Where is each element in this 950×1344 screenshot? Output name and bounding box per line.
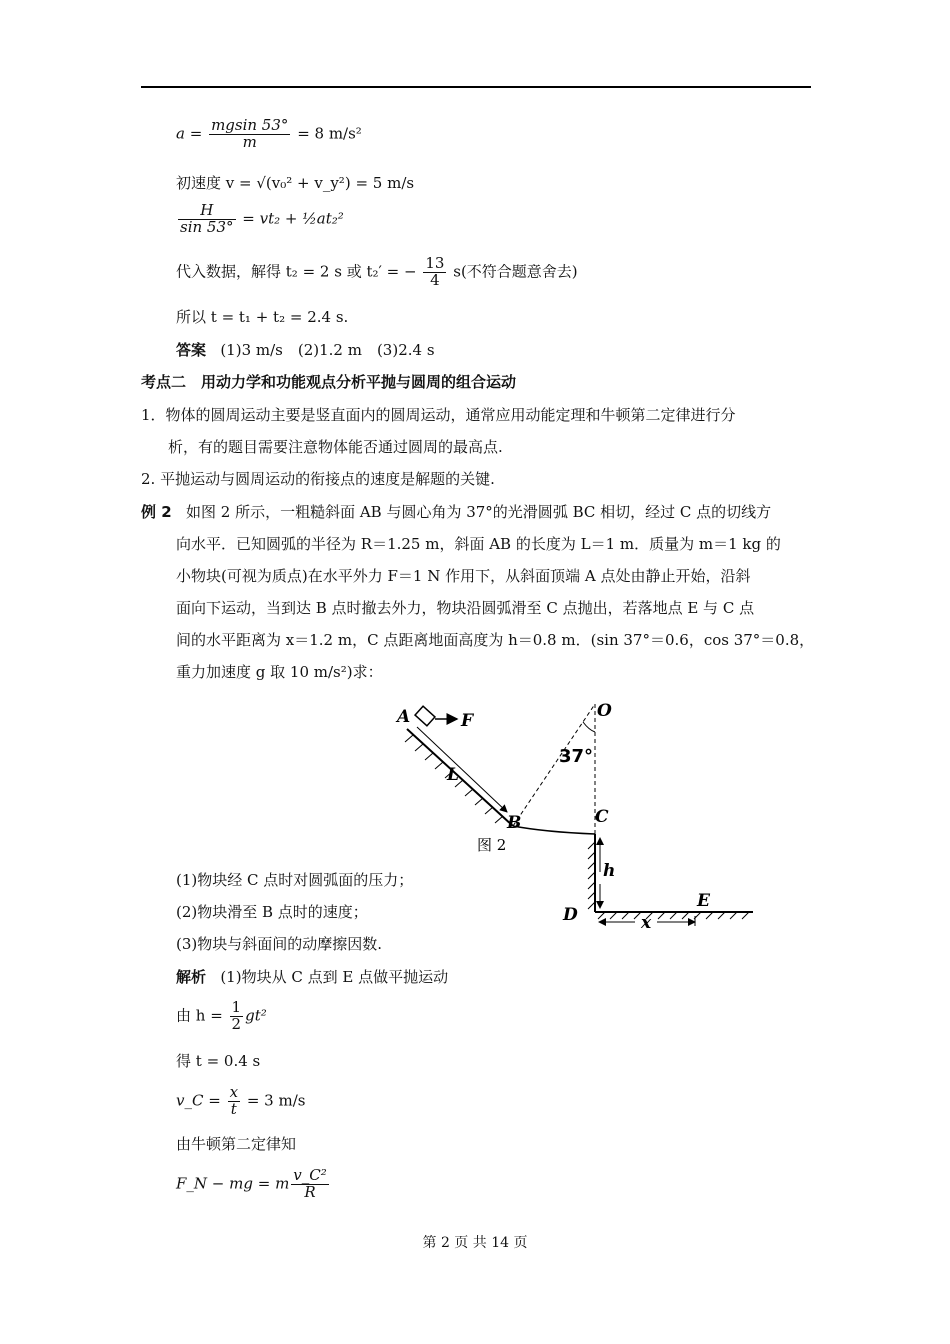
label-o: O <box>597 701 612 721</box>
section-item-2: 2. 平抛运动与圆周运动的衔接点的速度是解题的关键. <box>141 470 495 488</box>
label-a: A <box>397 707 411 727</box>
question-1: (1)物块经 C 点时对圆弧面的压力； <box>176 871 414 889</box>
answer-text: (1)3 m/s (2)1.2 m (3)2.4 s <box>220 341 435 359</box>
formula-solve-t2: 代入数据，解得 t₂ = 2 s 或 t₂′ = − $\frac{13}{4}$ s(不符合题意舍去) <box>176 254 578 289</box>
solution-label: 解析 <box>176 968 207 986</box>
label-b: B <box>507 813 522 833</box>
solution-step-5: F_N − mg = m $\frac{\text{v\_C²}}{R}$ <box>176 1166 327 1201</box>
solution-step-4: 由牛顿第二定律知 <box>176 1135 297 1153</box>
answer-line <box>176 339 435 360</box>
label-c: C <box>595 807 609 827</box>
formula-initial-velocity: 初速度 v = √(v₀² + v_y²) = 5 m/s <box>176 174 415 192</box>
example-line-6: 重力加速度 g 取 10 m/s²)求： <box>176 663 383 681</box>
example-label: 例 2 <box>141 503 172 521</box>
section-title: 考点二 用动力学和功能观点分析平抛与圆周的组合运动 <box>141 373 517 391</box>
example-line-3: 小物块(可视为质点)在水平外力 F＝1 N 作用下，从斜面顶端 A 点处由静止开始，沿斜 <box>176 567 751 585</box>
header-rule <box>141 86 811 88</box>
solution-step-3: v_C = $\frac{x}{t}$ = 3 m/s <box>176 1083 306 1118</box>
label-angle: 37° <box>559 746 594 767</box>
label-l: L <box>447 765 459 785</box>
physics-diagram <box>395 694 765 936</box>
label-h: h <box>603 861 616 881</box>
solution-intro: 解析 (1)物块从 C 点到 E 点做平抛运动 <box>176 968 449 986</box>
solution-step-1: 由 h = $\frac{1}{2}$ gt² <box>176 998 267 1033</box>
formula-displacement: $\frac{H}{\sin 53^\circ}$ = vt₂ + ½at₂² <box>180 201 344 236</box>
label-d: D <box>563 905 578 925</box>
question-3: (3)物块与斜面间的动摩擦因数. <box>176 935 383 953</box>
label-x: x <box>641 913 652 933</box>
angle-arc <box>583 722 595 732</box>
example-line-4: 面向下运动，当到达 B 点时撤去外力，物块沿圆弧滑至 C 点抛出，若落地点 E 与 C 点 <box>176 599 755 617</box>
figure-caption: 图 2 <box>477 836 507 854</box>
page-footer: 第 2 页 共 14 页 <box>422 1235 528 1251</box>
example-line-5: 间的水平距离为 x＝1.2 m，C 点距离地面高度为 h＝0.8 m．(sin 37°＝0.6，cos 37°＝0.8， <box>176 631 815 649</box>
formula-acceleration: a = $\frac{mgsin 53^\circ}{m}$ = 8 m/s² <box>176 116 362 151</box>
section-item-1-line-2: 析，有的题目需要注意物体能否通过圆周的最高点. <box>168 438 503 456</box>
label-f: F <box>461 711 474 731</box>
formula-total-time: 所以 t = t₁ + t₂ = 2.4 s. <box>176 308 349 326</box>
section-item-1-line-1: 1．物体的圆周运动主要是竖直面内的圆周运动，通常应用动能定理和牛顿第二定律进行分 <box>141 406 736 424</box>
question-2: (2)物块滑至 B 点时的速度； <box>176 903 368 921</box>
example-line-1: 例 2 如图 2 所示，一粗糙斜面 AB 与圆心角为 37°的光滑圆弧 BC 相切，经过 C 点的切线方 <box>141 503 772 521</box>
arc-bc <box>513 826 595 834</box>
label-e: E <box>697 891 710 911</box>
example-line-2: 向水平．已知圆弧的半径为 R＝1.25 m，斜面 AB 的长度为 L＝1 m．质量为 m＝1 kg 的 <box>176 535 781 553</box>
answer-label: 答案 <box>176 341 207 359</box>
solution-step-2: 得 t = 0.4 s <box>176 1052 261 1070</box>
